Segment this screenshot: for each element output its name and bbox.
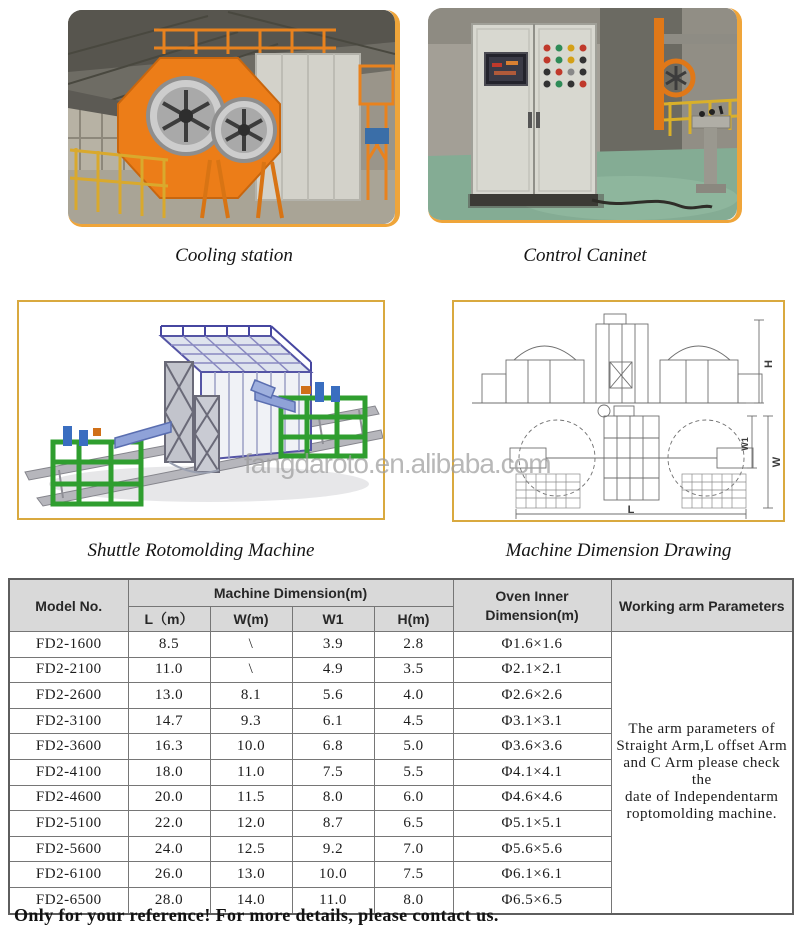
w-cell: 9.3 bbox=[210, 708, 292, 734]
oven-header-line2: Dimension(m) bbox=[485, 606, 579, 623]
model-cell: FD2-3600 bbox=[9, 734, 128, 760]
oven-cell: Φ6.5×6.5 bbox=[453, 887, 611, 913]
h-cell: 6.5 bbox=[374, 811, 453, 837]
oven-header-line1: Oven Inner bbox=[495, 587, 569, 604]
dimension-drawing bbox=[454, 302, 783, 520]
control-cabinet-caption: Control Caninet bbox=[523, 245, 647, 266]
col-header-w: W(m) bbox=[210, 607, 292, 632]
h-cell: 8.0 bbox=[374, 887, 453, 913]
table-header-row-1 bbox=[9, 579, 793, 607]
dim-label-w: W bbox=[771, 456, 783, 468]
w1-cell: 7.5 bbox=[292, 759, 374, 785]
watermark-text: fangdaroto.en.alibaba.com bbox=[244, 448, 551, 479]
model-cell: FD2-5100 bbox=[9, 811, 128, 837]
l-cell: 24.0 bbox=[128, 836, 210, 862]
oven-cell: Φ4.1×4.1 bbox=[453, 759, 611, 785]
oven-cell: Φ3.6×3.6 bbox=[453, 734, 611, 760]
l-cell: 22.0 bbox=[128, 811, 210, 837]
h-cell: 5.0 bbox=[374, 734, 453, 760]
w-cell: 10.0 bbox=[210, 734, 292, 760]
model-cell: FD2-6500 bbox=[9, 887, 128, 913]
w1-cell: 8.0 bbox=[292, 785, 374, 811]
h-cell: 7.0 bbox=[374, 836, 453, 862]
w-cell: 8.1 bbox=[210, 683, 292, 709]
oven-cell: Φ4.6×4.6 bbox=[453, 785, 611, 811]
arm-note-line: roptomolding machine. bbox=[626, 806, 777, 823]
dim-label-w1: W1 bbox=[740, 437, 750, 451]
control-cabinet-illustration bbox=[428, 8, 737, 220]
l-cell: 13.0 bbox=[128, 683, 210, 709]
footer-note: Only for your reference! For more details, please contact us. bbox=[14, 905, 499, 925]
h-cell: 7.5 bbox=[374, 862, 453, 888]
dim-label-l: L bbox=[627, 504, 635, 516]
h-cell: 6.0 bbox=[374, 785, 453, 811]
oven-cell: Φ1.6×1.6 bbox=[453, 632, 611, 658]
shuttle-machine-caption: Shuttle Rotomolding Machine bbox=[87, 540, 315, 561]
control-cabinet-photo bbox=[428, 8, 742, 223]
cooling-station-illustration bbox=[68, 10, 395, 224]
arm-note-line: The arm parameters of bbox=[628, 721, 776, 738]
w1-cell: 6.1 bbox=[292, 708, 374, 734]
h-cell: 4.5 bbox=[374, 708, 453, 734]
l-cell: 16.3 bbox=[128, 734, 210, 760]
w-cell: 14.0 bbox=[210, 887, 292, 913]
col-header-w1: W1 bbox=[292, 607, 374, 632]
dimension-drawing-caption: Machine Dimension Drawing bbox=[505, 540, 732, 561]
dim-label-h: H bbox=[763, 360, 775, 368]
table-row bbox=[9, 632, 793, 658]
w1-cell: 3.9 bbox=[292, 632, 374, 658]
model-cell: FD2-6100 bbox=[9, 862, 128, 888]
col-header-working-arm: Working arm Parameters bbox=[611, 579, 793, 632]
col-header-oven bbox=[453, 579, 611, 632]
l-cell: 14.7 bbox=[128, 708, 210, 734]
arm-note-line: and C Arm please check the bbox=[623, 755, 781, 789]
col-header-machine-dimension: Machine Dimension(m) bbox=[128, 579, 453, 607]
dimension-drawing-figure bbox=[452, 300, 785, 522]
w-cell: \ bbox=[210, 657, 292, 683]
oven-cell: Φ5.6×5.6 bbox=[453, 836, 611, 862]
l-cell: 26.0 bbox=[128, 862, 210, 888]
w1-cell: 6.8 bbox=[292, 734, 374, 760]
arm-note-line: date of Independentarm bbox=[625, 789, 779, 806]
w-cell: 11.0 bbox=[210, 759, 292, 785]
shuttle-machine-illustration bbox=[19, 302, 383, 518]
model-cell: FD2-5600 bbox=[9, 836, 128, 862]
w1-cell: 8.7 bbox=[292, 811, 374, 837]
cooling-station-caption: Cooling station bbox=[175, 245, 293, 266]
l-cell: 18.0 bbox=[128, 759, 210, 785]
l-cell: 8.5 bbox=[128, 632, 210, 658]
w-cell: 12.5 bbox=[210, 836, 292, 862]
h-cell: 3.5 bbox=[374, 657, 453, 683]
col-header-h: H(m) bbox=[374, 607, 453, 632]
col-header-l: L（m） bbox=[128, 607, 210, 632]
oven-cell: Φ3.1×3.1 bbox=[453, 708, 611, 734]
arm-note-line: Straight Arm,L offset Arm bbox=[616, 738, 788, 755]
model-cell: FD2-4100 bbox=[9, 759, 128, 785]
h-cell: 4.0 bbox=[374, 683, 453, 709]
oven-cell: Φ2.6×2.6 bbox=[453, 683, 611, 709]
w1-cell: 4.9 bbox=[292, 657, 374, 683]
cooling-station-photo bbox=[68, 10, 400, 227]
model-cell: FD2-4600 bbox=[9, 785, 128, 811]
l-cell: 20.0 bbox=[128, 785, 210, 811]
working-arm-note bbox=[611, 632, 793, 914]
w1-cell: 5.6 bbox=[292, 683, 374, 709]
spec-table bbox=[8, 578, 794, 915]
h-cell: 5.5 bbox=[374, 759, 453, 785]
model-cell: FD2-3100 bbox=[9, 708, 128, 734]
w1-cell: 9.2 bbox=[292, 836, 374, 862]
w-cell: 12.0 bbox=[210, 811, 292, 837]
w1-cell: 11.0 bbox=[292, 887, 374, 913]
w1-cell: 10.0 bbox=[292, 862, 374, 888]
model-cell: FD2-2100 bbox=[9, 657, 128, 683]
col-header-model: Model No. bbox=[9, 579, 128, 632]
model-cell: FD2-1600 bbox=[9, 632, 128, 658]
oven-cell: Φ6.1×6.1 bbox=[453, 862, 611, 888]
w-cell: \ bbox=[210, 632, 292, 658]
oven-cell: Φ5.1×5.1 bbox=[453, 811, 611, 837]
shuttle-machine-figure bbox=[17, 300, 385, 520]
model-cell: FD2-2600 bbox=[9, 683, 128, 709]
l-cell: 11.0 bbox=[128, 657, 210, 683]
w-cell: 13.0 bbox=[210, 862, 292, 888]
l-cell: 28.0 bbox=[128, 887, 210, 913]
w-cell: 11.5 bbox=[210, 785, 292, 811]
oven-cell: Φ2.1×2.1 bbox=[453, 657, 611, 683]
h-cell: 2.8 bbox=[374, 632, 453, 658]
